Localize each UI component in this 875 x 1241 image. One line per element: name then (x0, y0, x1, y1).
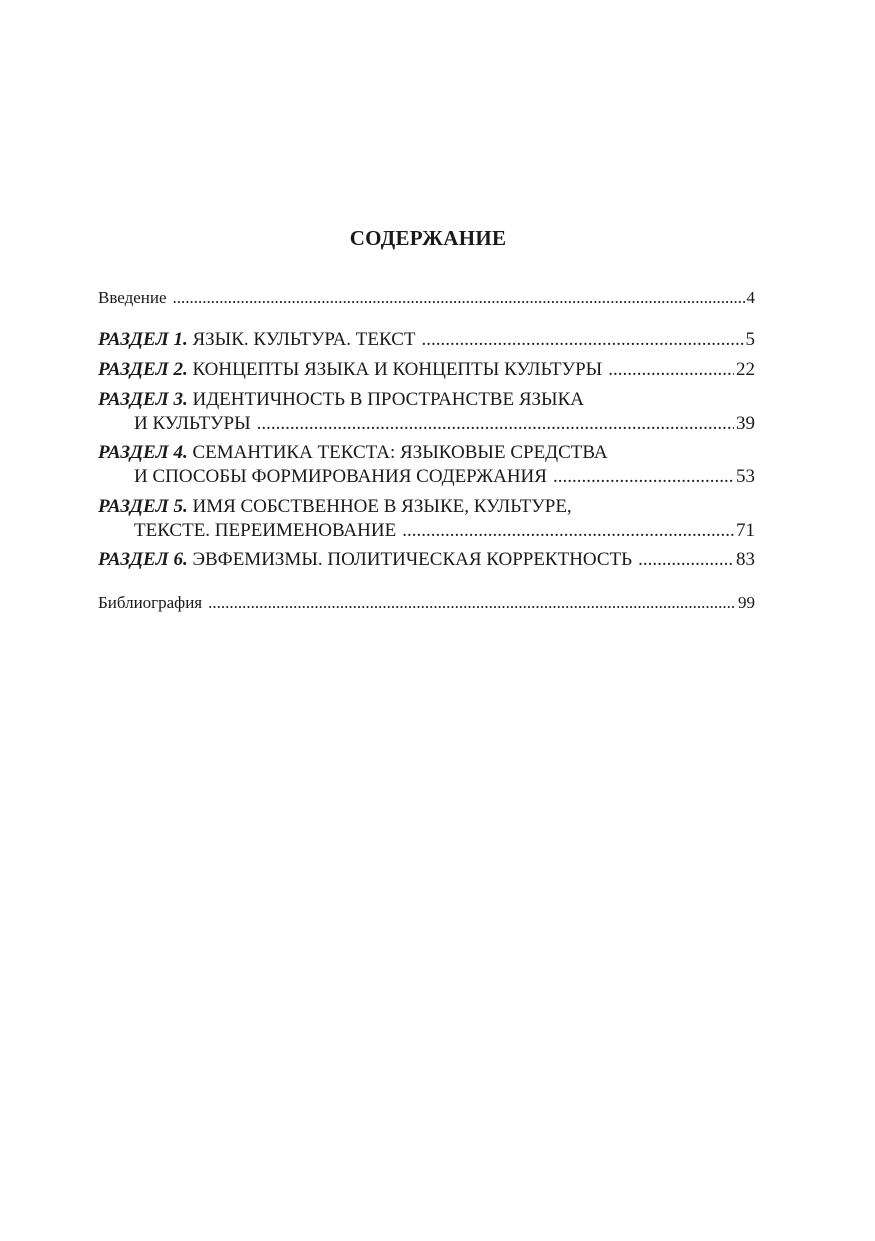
toc-entry-section-2[interactable] (98, 358, 755, 382)
dot-leader (638, 548, 734, 572)
section-title: ЭВФЕМИЗМЫ. ПОЛИТИЧЕСКАЯ КОРРЕКТНОСТЬ (192, 549, 633, 571)
dot-leader (421, 328, 743, 352)
section-number: РАЗДЕЛ 2. (98, 359, 188, 380)
toc-page-number: 4 (746, 288, 755, 307)
toc-list (98, 287, 755, 613)
toc-entry-intro[interactable] (98, 287, 755, 308)
toc-page-number: 71 (736, 519, 755, 541)
toc-page-number: 39 (736, 412, 755, 434)
toc-page (98, 226, 755, 613)
section-number: РАЗДЕЛ 5. (98, 495, 188, 517)
toc-page-number: 53 (736, 466, 755, 487)
dot-leader (208, 592, 736, 613)
toc-entry-section-1[interactable] (98, 328, 755, 352)
section-title-line2: И СПОСОБЫ ФОРМИРОВАНИЯ СОДЕРЖАНИЯ (134, 466, 547, 487)
section-number: РАЗДЕЛ 3. (98, 388, 188, 410)
section-title-line1: СЕМАНТИКА ТЕКСТА: ЯЗЫКОВЫЕ СРЕДСТВА (192, 442, 608, 464)
toc-entry-section-6[interactable] (98, 548, 755, 572)
dot-leader (608, 358, 734, 382)
toc-entry-label: Библиография (98, 593, 203, 612)
toc-page-number: 22 (736, 359, 755, 380)
toc-entry-section-5[interactable] (98, 495, 755, 543)
toc-entry-bibliography[interactable] (98, 592, 755, 613)
toc-page-number: 83 (736, 549, 755, 571)
toc-page-number: 99 (738, 593, 755, 612)
section-title-line1: ИМЯ СОБСТВЕННОЕ В ЯЗЫКЕ, КУЛЬТУРЕ, (192, 495, 572, 517)
section-number: РАЗДЕЛ 4. (98, 442, 188, 464)
section-title-line1: ИДЕНТИЧНОСТЬ В ПРОСТРАНСТВЕ ЯЗЫКА (192, 388, 584, 410)
section-number: РАЗДЕЛ 6. (98, 549, 188, 571)
section-number: РАЗДЕЛ 1. (98, 329, 188, 351)
toc-title: СОДЕРЖАНИЕ (349, 226, 507, 250)
toc-entry-section-3[interactable] (98, 388, 755, 436)
dot-leader (173, 287, 745, 308)
toc-page-number: 5 (745, 329, 755, 351)
toc-entry-section-4[interactable] (98, 441, 755, 489)
toc-entry-label: Введение (98, 288, 167, 307)
dot-leader (553, 465, 734, 489)
section-title-line2: И КУЛЬТУРЫ (134, 412, 251, 434)
dot-leader (402, 519, 734, 543)
section-title: КОНЦЕПТЫ ЯЗЫКА И КОНЦЕПТЫ КУЛЬТУРЫ (192, 359, 603, 380)
dot-leader (257, 412, 734, 436)
section-title: ЯЗЫК. КУЛЬТУРА. ТЕКСТ (192, 329, 416, 351)
section-title-line2: ТЕКСТЕ. ПЕРЕИМЕНОВАНИЕ (134, 519, 397, 541)
